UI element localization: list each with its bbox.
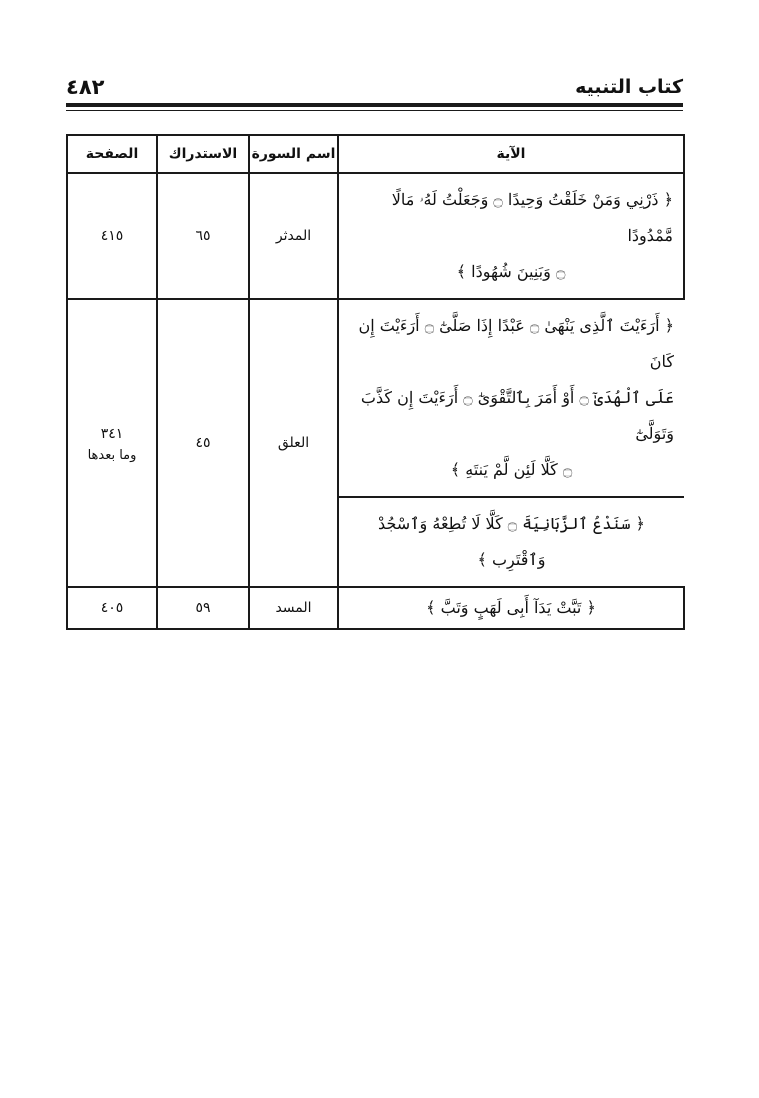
column-header-istidrak: الاستدراك	[157, 135, 249, 173]
page-note: وما بعدها	[87, 448, 137, 463]
table-row	[67, 299, 684, 587]
verse-line: عَلَى ٱلْهُدَىٰٓ ۝ أَوْ أَمَرَ بِٱلتَّقْوَىٰٓ ۝ أَرَءَيْتَ إِن كَذَّبَ وَتَوَلَّىٰٓ	[360, 388, 674, 443]
page-cell: ٤٠٥	[67, 587, 157, 629]
verse-block	[339, 497, 684, 586]
surah-cell: المدثر	[249, 173, 338, 299]
column-header-verse: الآية	[338, 135, 684, 173]
book-title: كتاب التنبيه	[575, 76, 683, 98]
verse-line: ﴿ ذَرْنِي وَمَنْ خَلَقْتُ وَحِيدًا ۝ وَجَعَلْتُ لَهُۥ مَالًا مَّمْدُودًا	[391, 190, 673, 245]
istidrak-cell: ٦٥	[157, 173, 249, 299]
verse-cell	[338, 173, 684, 299]
header-rule-thick	[66, 103, 683, 107]
column-header-page: الصفحة	[67, 135, 157, 173]
istidrak-cell: ٥٩	[157, 587, 249, 629]
verse-line: ﴿ أَرَءَيْتَ ٱلَّذِى يَنْهَىٰ ۝ عَبْدًا إِذَا صَلَّىٰٓ ۝ أَرَءَيْتَ إِن كَانَ	[358, 316, 674, 371]
verse-line: ﴿ تَبَّتْ يَدَآ أَبِى لَهَبٍ وَتَبَّ ﴾	[426, 598, 596, 617]
running-header	[66, 74, 683, 100]
table-row	[67, 587, 684, 629]
istidrak-cell: ٤٥	[157, 299, 249, 587]
verse-line: ﴿ سَنَدْعُ ٱلزَّبَانِيَةَ ۝ كَلَّا لَا تُطِعْهُ وَٱسْجُدْ وَٱقْتَرِب ﴾	[378, 514, 645, 569]
table-row	[67, 173, 684, 299]
page-cell: ٤١٥	[67, 173, 157, 299]
verse-index-table	[66, 134, 683, 630]
column-header-surah: اسم السورة	[249, 135, 338, 173]
verse-line: ۝ كَلَّا لَئِن لَّمْ يَنتَهِ ﴾	[450, 460, 573, 479]
page-cell	[67, 299, 157, 587]
surah-cell: العلق	[249, 299, 338, 587]
verse-cell	[338, 299, 684, 587]
page-number: ٤٨٢	[66, 75, 105, 99]
verse-block	[339, 300, 684, 497]
surah-cell: المسد	[249, 587, 338, 629]
verse-line: ۝ وَبَنِينَ شُهُودًا ﴾	[456, 262, 566, 281]
verse-cell	[338, 587, 684, 629]
table-header-row	[67, 135, 684, 173]
header-rule-thin	[66, 110, 683, 111]
page-number-value: ٣٤١	[100, 426, 124, 442]
